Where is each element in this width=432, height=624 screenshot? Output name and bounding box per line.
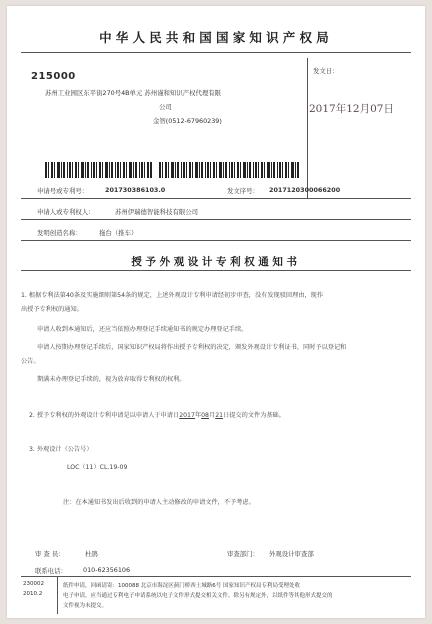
examiner-label: 审 查 员： xyxy=(35,550,65,558)
paragraph-5-prefix: 2. 授予专利权的外观设计专利申请是以申请人于申请日 xyxy=(29,412,180,419)
reference-number-value: 2017120300066200 xyxy=(269,186,341,194)
issue-date-value: 2017年12月07日 xyxy=(309,103,394,115)
notice-title: 授予外观设计专利权通知书 xyxy=(131,256,301,268)
filing-year: 2017 xyxy=(179,412,195,419)
paragraph-4: 期满未办理登记手续的，视为放弃取得专利权的权利。 xyxy=(37,376,186,383)
paragraph-1-line-2: 出授予专利权的通知。 xyxy=(21,306,83,313)
department-value: 外观设计审查部 xyxy=(269,550,314,558)
department-label: 审查部门： xyxy=(227,550,259,558)
info-rule-mid xyxy=(21,219,411,220)
barcode-right xyxy=(159,162,299,178)
address-line-1: 苏州工业园区东平街270号4B单元 苏州谨和知识产权代理有限 xyxy=(45,89,222,97)
phone-label: 联系电话： xyxy=(35,567,67,575)
footer-line-3: 文件视为未提交。 xyxy=(63,603,108,609)
barcode-left xyxy=(45,162,153,178)
issue-date-divider xyxy=(307,58,308,198)
filing-month-unit: 月 xyxy=(209,412,216,419)
paragraph-3-line-2: 公告。 xyxy=(21,358,40,365)
notice-document xyxy=(7,6,425,618)
applicant-value: 苏州伊瑞德智能科技有限公司 xyxy=(115,208,199,216)
paragraph-5-suffix: 日提交的文件为基础。 xyxy=(223,412,285,419)
address-line-2: 公司 xyxy=(159,103,172,111)
form-version: 2010.2 xyxy=(23,591,43,597)
application-number-label: 申请号或专利号： xyxy=(37,187,89,195)
filing-year-unit: 年 xyxy=(194,412,202,419)
footer-line-1: 纸件申请，回函请寄：100088 北京市海淀区蓟门桥西土城路6号 国家知识产权局专利局受理处收 xyxy=(63,583,300,589)
paragraph-3-line-1: 申请人按期办理登记手续后，国家知识产权局将作出授予专利权的决定，颁发外观设计专利证书，同时予以登记和 xyxy=(37,344,347,351)
info-rule-top xyxy=(21,198,411,199)
header-rule xyxy=(21,52,411,53)
examiner-value: 杜鹃 xyxy=(85,550,98,558)
attention-line: 金智(0512-67960239) xyxy=(153,117,222,125)
filing-month: 08 xyxy=(201,412,209,419)
note-text: 注：在本通知书发出后收到的申请人主动修改的申请文件，不予考虑。 xyxy=(63,499,255,506)
issue-date-label: 发文日： xyxy=(313,67,339,75)
application-number-value: 201730386103.0 xyxy=(105,186,166,194)
footer-line-2: 电子申请，应当通过专利电子申请系统以电子文件形式提交相关文件。除另有规定外，以纸件等其他形式提交的 xyxy=(63,593,333,599)
loc-classification: LOC（11）CL.19-09 xyxy=(67,464,128,471)
phone-value: 010-62356106 xyxy=(83,566,131,574)
form-code: 230002 xyxy=(23,581,44,587)
footer-rule xyxy=(21,576,411,577)
office-header-title: 中华人民共和国国家知识产权局 xyxy=(99,30,333,45)
title-rule xyxy=(21,270,411,271)
design-name-label: 发明创造名称： xyxy=(37,229,82,237)
paragraph-5 xyxy=(29,410,285,419)
paragraph-2: 申请人收到本通知后，还应当依照办理登记手续通知书的规定办理登记手续。 xyxy=(37,326,248,333)
reference-number-label: 发文序号： xyxy=(227,187,259,195)
paragraph-6: 3. 外观设计（公告号） xyxy=(29,446,93,453)
applicant-label: 申请人或专利权人： xyxy=(37,208,95,216)
footer-divider xyxy=(57,576,58,614)
design-name-value: 拖台（推车） xyxy=(99,229,138,237)
filing-day: 21 xyxy=(215,412,224,419)
paragraph-1-line-1: 1. 根据专利法第40条及实施细则第54条的规定，上述外观设计专利申请经初步审查，没有发现驳回理由，现作 xyxy=(21,292,324,299)
info-rule-bottom xyxy=(21,240,411,241)
postal-code: 215000 xyxy=(31,71,76,82)
